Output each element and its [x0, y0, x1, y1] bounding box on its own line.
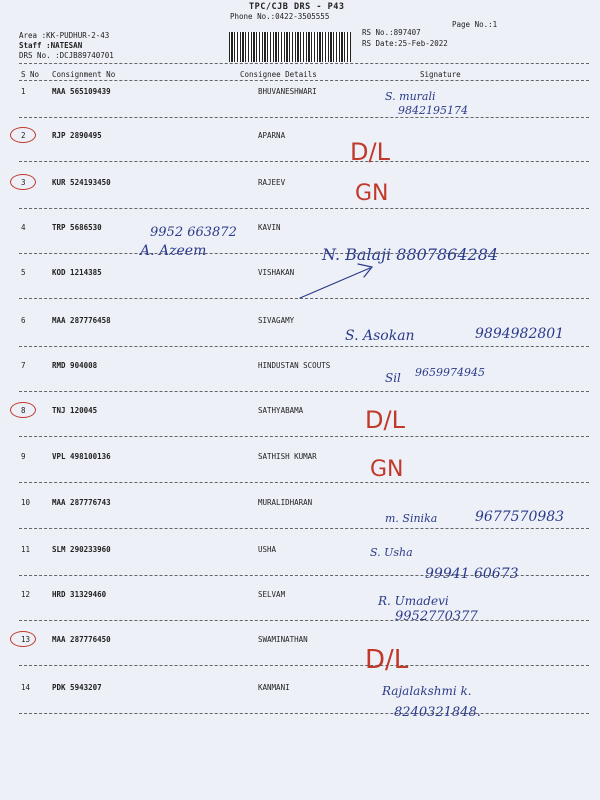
area-label: Area :KK-PUDHUR-2-43 [19, 31, 110, 40]
row-divider [19, 298, 589, 299]
handwritten-signature: 9659974945 [415, 366, 485, 379]
row-divider [19, 436, 589, 437]
handwritten-signature: 9677570983 [475, 509, 565, 525]
row-consignment-no: RJP 2890495 [52, 131, 102, 140]
row-divider [19, 208, 589, 209]
row-consignee-name: SWAMINATHAN [258, 635, 308, 644]
col-consignee-header: Consignee Details [240, 70, 317, 79]
handwritten-signature: Rajalakshmi k. [382, 684, 472, 698]
row-sno: 11 [21, 545, 31, 554]
rs-date: RS Date:25-Feb-2022 [362, 39, 448, 48]
row-consignment-no: RMD 904008 [52, 361, 98, 370]
row-consignee-name: SATHYABAMA [258, 406, 304, 415]
row-sno: 6 [21, 316, 26, 325]
row-sno: 13 [21, 635, 31, 644]
row-consignee-name: KANMANI [258, 683, 290, 692]
handwritten-signature: D/L [365, 406, 405, 434]
handwritten-signature: Sil [385, 371, 401, 385]
row-circle-mark [10, 174, 36, 190]
handwritten-signature: 99941 60673 [425, 566, 519, 582]
row-sno: 5 [21, 268, 26, 277]
row-divider [19, 117, 589, 118]
row-sno: 3 [21, 178, 26, 187]
row-consignment-no: TNJ 120045 [52, 406, 98, 415]
handwritten-signature: S. Asokan [345, 328, 415, 344]
row-sno: 1 [21, 87, 26, 96]
row-circle-mark [10, 631, 36, 647]
signature-group [138, 90, 564, 720]
row-consignee-name: MURALIDHARAN [258, 498, 313, 507]
row-consignment-no: MAA 565109439 [52, 87, 111, 96]
handwritten-signature: S. Usha [370, 546, 413, 559]
row-divider [19, 482, 589, 483]
row-sno: 10 [21, 498, 31, 507]
row-consignee-name: RAJEEV [258, 178, 286, 187]
header-rule [19, 63, 589, 64]
handwritten-signature: R. Umadevi [378, 594, 449, 608]
handwritten-signature: GN [370, 457, 404, 482]
row-sno: 7 [21, 361, 26, 370]
row-consignee-name: KAVIN [258, 223, 281, 232]
row-divider [19, 346, 589, 347]
row-consignment-no: VPL 498100136 [52, 452, 111, 461]
row-consignment-no: MAA 287776743 [52, 498, 111, 507]
handwritten-signature: S. murali [385, 90, 436, 103]
row-consignment-no: KOD 1214385 [52, 268, 102, 277]
handwritten-signature: 9842195174 [398, 104, 468, 117]
row-consignee-name: SELVAM [258, 590, 286, 599]
col-signature-header: Signature [420, 70, 461, 79]
row-sno: 12 [21, 590, 31, 599]
row-circle-mark [10, 127, 36, 143]
sheet-title: TPC/CJB DRS - P43 [249, 2, 345, 12]
row-consignee-name: VISHAKAN [258, 268, 295, 277]
row-consignment-no: HRD 31329460 [52, 590, 107, 599]
phone-number: Phone No.:0422-3505555 [230, 12, 330, 21]
row-consignee-name: USHA [258, 545, 277, 554]
row-divider [19, 575, 589, 576]
row-consignment-no: SLM 290233960 [52, 545, 111, 554]
staff-label: Staff :NATESAN [19, 41, 83, 50]
handwritten-signature: D/L [350, 138, 390, 166]
row-consignment-no: PDK 5943207 [52, 683, 102, 692]
row-consignee-name: APARNA [258, 131, 286, 140]
header-rule-bottom [19, 80, 589, 81]
handwritten-signature: N. Balaji 8807864284 [322, 245, 499, 264]
row-sno: 8 [21, 406, 26, 415]
row-consignee-name: SIVAGAMY [258, 316, 295, 325]
row-consignment-no: MAA 287776458 [52, 316, 111, 325]
row-circle-mark [10, 402, 36, 418]
handwritten-signature: 9894982801 [475, 326, 565, 342]
handwritten-signature: 8240321848. [394, 705, 481, 720]
row-divider [19, 665, 589, 666]
handwritten-signature: D/L [365, 645, 409, 675]
row-divider [19, 161, 589, 162]
barcode [229, 32, 351, 62]
rs-number: RS No.:897407 [362, 28, 421, 37]
row-consignee-name: SATHISH KUMAR [258, 452, 317, 461]
handwritten-signature: 9952 663872 [150, 225, 237, 240]
row-sno: 14 [21, 683, 31, 692]
row-divider [19, 253, 589, 254]
arrow-stroke [300, 268, 370, 298]
row-divider [19, 620, 589, 621]
handwritten-signature: m. Sinika [385, 512, 438, 525]
col-sno-header: S No [21, 70, 40, 79]
row-consignee-name: HINDUSTAN SCOUTS [258, 361, 331, 370]
handwritten-signature: 9952770377 [395, 609, 478, 624]
arrow-head [358, 264, 372, 277]
page-number: Page No.:1 [452, 20, 498, 29]
row-consignment-no: KUR 524193450 [52, 178, 111, 187]
handwritten-signature: GN [355, 181, 389, 206]
drs-number: DRS No. :DCJB89740701 [19, 51, 114, 60]
handwritten-signature: A. Azeem [140, 243, 207, 259]
row-consignment-no: TRP 5686530 [52, 223, 102, 232]
row-sno: 4 [21, 223, 26, 232]
row-sno: 2 [21, 131, 26, 140]
row-consignee-name: BHUVANESHWARI [258, 87, 317, 96]
row-divider [19, 713, 589, 714]
row-sno: 9 [21, 452, 26, 461]
row-divider [19, 391, 589, 392]
row-consignment-no: MAA 287776450 [52, 635, 111, 644]
row-divider [19, 528, 589, 529]
col-consignment-header: Consignment No [52, 70, 116, 79]
